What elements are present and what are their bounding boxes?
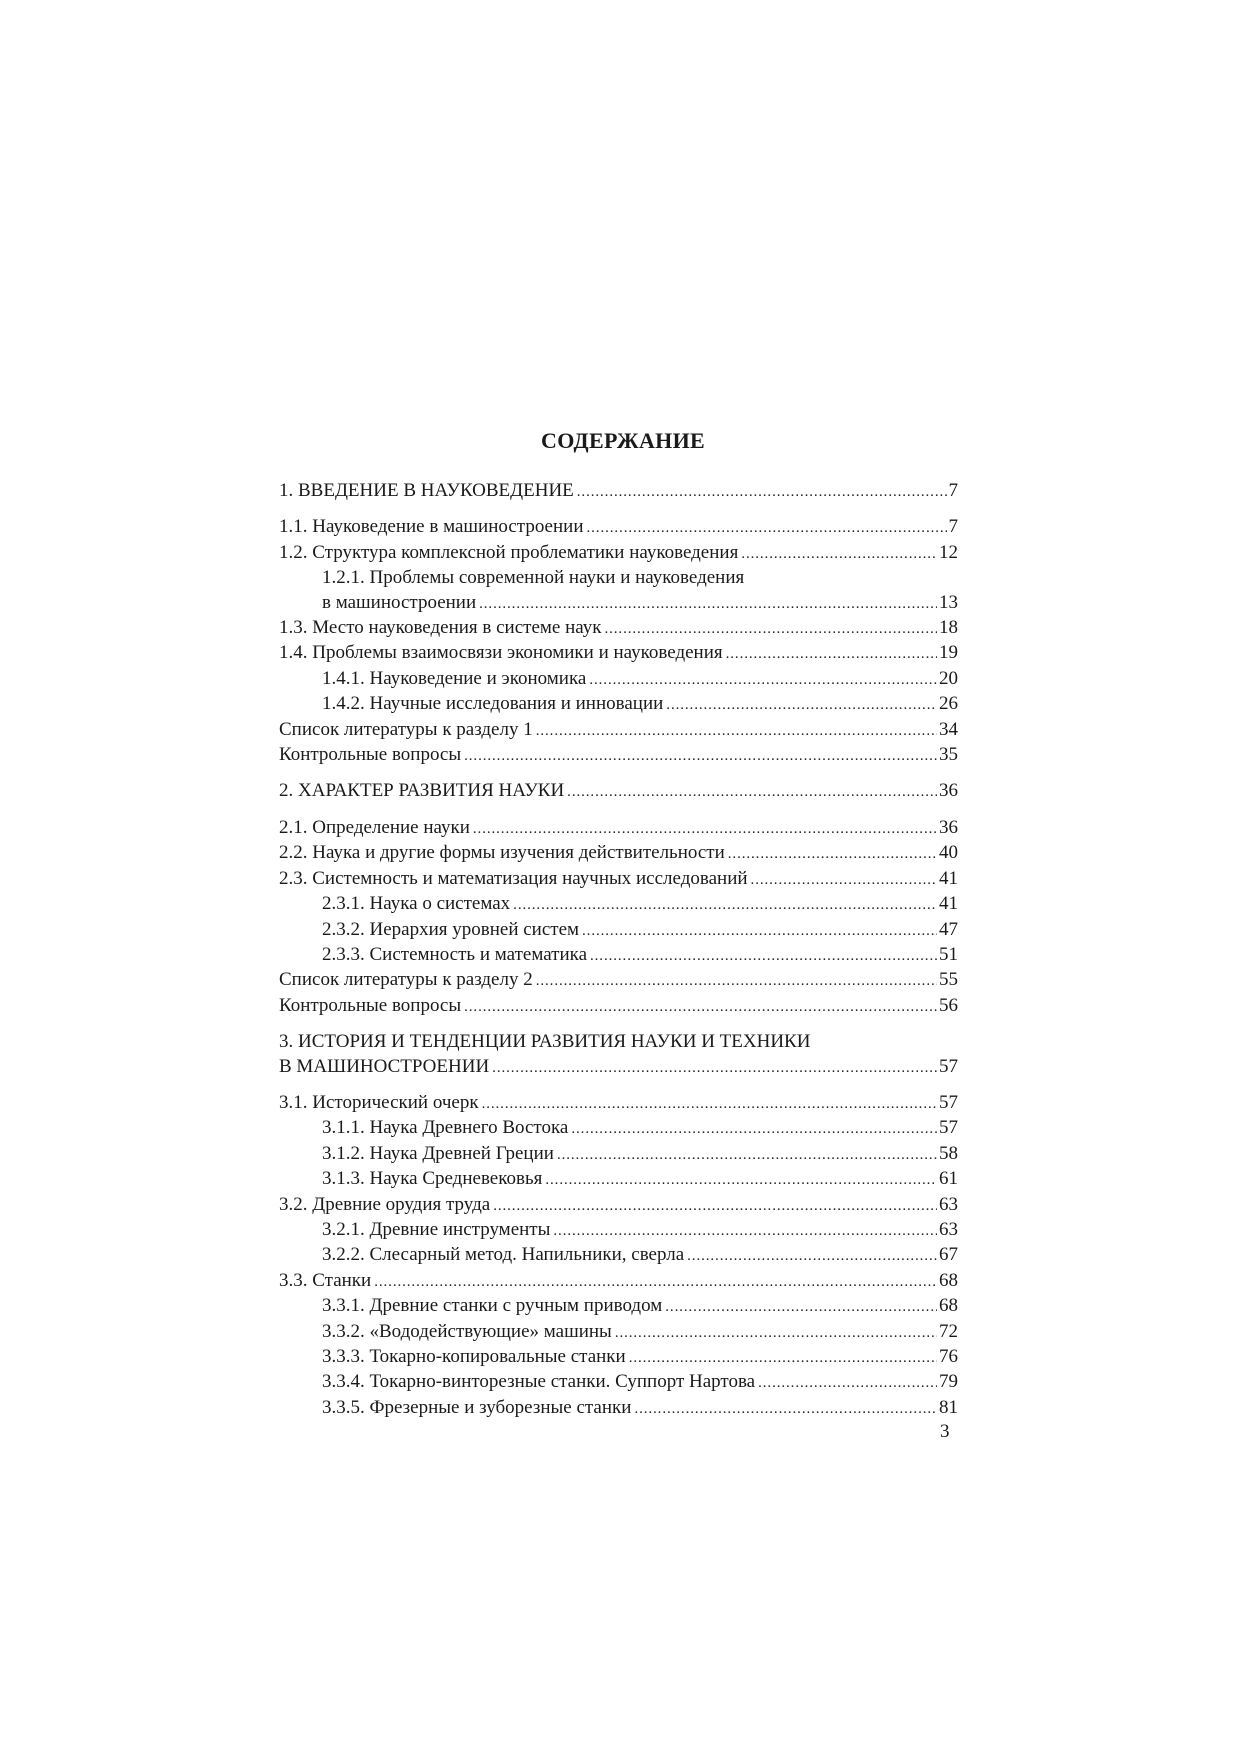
chapter-heading-entry[interactable] (279, 779, 958, 804)
toc-section-entry[interactable] (279, 1269, 958, 1294)
toc-entry-page: 41 (939, 867, 958, 889)
dot-leader (589, 668, 937, 692)
dot-leader (464, 995, 937, 1019)
toc-entry-title: 2. ХАРАКТЕР РАЗВИТИЯ НАУКИ (279, 780, 565, 802)
toc-entry-page: 20 (939, 667, 958, 689)
dot-leader (634, 1397, 937, 1421)
toc-entry-title: 1. ВВЕДЕНИЕ В НАУКОВЕДЕНИЕ (279, 480, 574, 501)
toc-subsection-entry[interactable] (279, 1370, 958, 1395)
toc-entry-first-line: 1.2.1. Проблемы современной науки и науковедения (322, 567, 745, 589)
dot-leader (728, 842, 937, 866)
dot-leader (582, 919, 937, 943)
toc-chapter (279, 479, 958, 768)
toc-subsection-entry[interactable] (279, 591, 958, 616)
toc-chapter (279, 779, 958, 1019)
toc-entry-title: 3.1. Исторический очерк (279, 1091, 479, 1113)
toc-entry-page: 56 (939, 994, 958, 1016)
toc-entry-title: 3.3.3. Токарно-копировальные станки (322, 1346, 626, 1367)
table-of-contents (279, 479, 958, 1421)
chapter-heading-entry[interactable] (279, 1055, 958, 1080)
toc-subsection-entry[interactable] (279, 892, 958, 917)
toc-section-entry[interactable] (279, 841, 958, 866)
toc-entry-title: 1.2. Структура комплексной проблематики науковедения (279, 541, 739, 563)
dot-leader (758, 1371, 937, 1395)
toc-entry-page: 12 (939, 541, 958, 563)
toc-entry-page: 76 (939, 1346, 958, 1367)
toc-section-entry[interactable] (279, 541, 958, 566)
dot-leader (629, 1346, 937, 1370)
toc-entry-title: 3.3.5. Фрезерные и зуборезные станки (322, 1396, 632, 1418)
dot-leader (741, 542, 937, 566)
toc-entry-page: 61 (939, 1168, 958, 1190)
toc-entry-title: 3.3.4. Токарно-винторезные станки. Суппорт Нартова (322, 1371, 756, 1393)
dot-leader (553, 1219, 937, 1243)
toc-entry-title: 2.3.3. Системность и математика (322, 943, 587, 965)
toc-section-entry[interactable] (279, 515, 958, 540)
toc-entry-page: 35 (939, 744, 958, 766)
toc-entry-title: 3.3. Станки (279, 1269, 372, 1291)
chapter-heading-line: 3. ИСТОРИЯ И ТЕНДЕНЦИИ РАЗВИТИЯ НАУКИ И ТЕХНИКИ (279, 1031, 811, 1053)
toc-entry-title: 1.1. Науковедение в машиностроении (279, 516, 584, 538)
toc-subsection-entry[interactable] (279, 1142, 958, 1167)
dot-leader (492, 1056, 937, 1080)
dot-leader (374, 1270, 937, 1294)
dot-leader (545, 1168, 937, 1192)
dot-leader (587, 516, 947, 540)
dot-leader (536, 719, 937, 743)
dot-leader (604, 617, 937, 641)
dot-leader (666, 693, 937, 717)
toc-entry-title: Контрольные вопросы (279, 744, 462, 766)
toc-entry-page: 57 (939, 1091, 958, 1113)
toc-section-entry[interactable] (279, 867, 958, 892)
toc-entry-title: Контрольные вопросы (279, 994, 462, 1016)
toc-entry-page: 79 (939, 1371, 958, 1393)
toc-entry-title: 1.3. Место науковедения в системе наук (279, 617, 602, 639)
toc-subsection-entry[interactable] (279, 1345, 958, 1370)
dot-leader (473, 817, 937, 841)
toc-section-entry[interactable] (279, 616, 958, 641)
toc-entry-title: 3.1.3. Наука Средневековья (322, 1168, 543, 1190)
toc-section-entry[interactable] (279, 1091, 958, 1116)
dot-leader (615, 1321, 937, 1345)
toc-entry-title: 3.3.1. Древние станки с ручным приводом (322, 1295, 663, 1317)
toc-subsection-entry[interactable] (279, 1218, 958, 1243)
toc-entry-title: 2.3.2. Иерархия уровней систем (322, 918, 580, 940)
toc-entry-title: 3.1.2. Наука Древней Греции (322, 1142, 554, 1164)
dot-leader (577, 480, 947, 504)
toc-entry-page: 47 (939, 918, 958, 940)
toc-entry-page: 41 (939, 893, 958, 915)
toc-subsection-entry[interactable] (279, 1243, 958, 1268)
toc-entry-page: 26 (939, 693, 958, 715)
toc-section-entry[interactable] (279, 994, 958, 1019)
dot-leader (590, 944, 937, 968)
toc-section-entry[interactable] (279, 1193, 958, 1218)
toc-entry-page: 7 (948, 480, 958, 501)
dot-leader (464, 744, 937, 768)
toc-entry-page: 7 (948, 516, 958, 538)
toc-entry-page: 51 (939, 943, 958, 965)
toc-entry-page: 19 (939, 642, 958, 664)
dot-leader (536, 969, 937, 993)
toc-entry-page: 34 (939, 718, 958, 740)
toc-entry-page: 40 (939, 842, 958, 864)
toc-subsection-entry[interactable] (279, 1167, 958, 1192)
toc-chapter-heading[interactable] (279, 1030, 958, 1080)
toc-entry-title: 3.2. Древние орудия труда (279, 1193, 491, 1215)
toc-entry-page: 67 (939, 1244, 958, 1266)
toc-entry-title: 1.4. Проблемы взаимосвязи экономики и науковедения (279, 642, 723, 664)
toc-section-entry[interactable] (279, 816, 958, 841)
toc-entry-page: 58 (939, 1142, 958, 1164)
toc-subsection-entry[interactable] (279, 1294, 958, 1319)
toc-subsection-entry[interactable] (279, 1320, 958, 1345)
toc-entry-page: 57 (939, 1055, 958, 1077)
toc-entry-page: 13 (939, 591, 958, 613)
chapter-heading-entry[interactable] (279, 479, 958, 504)
toc-entry-title: 2.2. Наука и другие формы изучения действительности (279, 842, 725, 864)
toc-chapter-heading[interactable] (279, 779, 958, 804)
dot-leader (751, 868, 937, 892)
toc-entry-title: 2.3.1. Наука о системах (322, 893, 511, 915)
page-title: СОДЕРЖАНИЕ (541, 428, 705, 453)
dot-leader (493, 1194, 937, 1218)
toc-chapter (279, 1030, 958, 1421)
toc-entry-title: 1.4.1. Науковедение и экономика (322, 667, 587, 689)
toc-entry-page: 63 (939, 1193, 958, 1215)
toc-chapter-heading[interactable] (279, 479, 958, 504)
toc-section-entry[interactable] (279, 641, 958, 666)
toc-subsection-entry[interactable] (279, 943, 958, 968)
toc-section-entry[interactable] (279, 743, 958, 768)
toc-entry-title: 3.2.2. Слесарный метод. Напильники, сверла (322, 1244, 685, 1266)
toc-entry-title: Список литературы к разделу 1 (279, 718, 533, 740)
toc-entry-title: В МАШИНОСТРОЕНИИ (279, 1055, 490, 1077)
toc-subsection-entry[interactable] (279, 692, 958, 717)
toc-entry-title: 3.1.1. Наука Древнего Востока (322, 1117, 569, 1139)
toc-entry-page: 57 (939, 1117, 958, 1139)
toc-entry-title: Список литературы к разделу 2 (279, 969, 533, 991)
toc-entry-page: 68 (939, 1269, 958, 1291)
toc-subsection-entry[interactable] (279, 667, 958, 692)
toc-entry-page: 55 (939, 969, 958, 991)
dot-leader (567, 780, 937, 804)
toc-entry-page: 36 (939, 780, 958, 802)
toc-entry-page: 72 (939, 1320, 958, 1342)
dot-leader (513, 893, 937, 917)
toc-entry-title: 2.3. Системность и математизация научных исследований (279, 867, 748, 889)
toc-section-entry[interactable] (279, 968, 958, 993)
dot-leader (557, 1143, 937, 1167)
toc-subsection-entry[interactable] (279, 918, 958, 943)
toc-entry-title: в машиностроении (322, 591, 477, 613)
toc-entry-title: 3.2.1. Древние инструменты (322, 1218, 551, 1240)
toc-subsection-entry[interactable] (279, 1116, 958, 1141)
dot-leader (687, 1244, 937, 1268)
toc-subsection-entry[interactable] (279, 1396, 958, 1421)
toc-entry-title: 2.1. Определение науки (279, 816, 470, 838)
toc-section-entry[interactable] (279, 718, 958, 743)
toc-entry-page: 18 (939, 617, 958, 639)
dot-leader (571, 1117, 937, 1141)
toc-entry-page: 36 (939, 816, 958, 838)
dot-leader (665, 1295, 937, 1319)
dot-leader (479, 592, 937, 616)
toc-entry-title: 1.4.2. Научные исследования и инновации (322, 693, 664, 715)
dot-leader (482, 1092, 937, 1116)
toc-entry-title: 3.3.2. «Вододействующие» машины (322, 1320, 612, 1342)
page-number: 3 (940, 1421, 950, 1442)
toc-entry-page: 81 (939, 1396, 958, 1418)
toc-entry-page: 68 (939, 1295, 958, 1317)
dot-leader (726, 642, 937, 666)
toc-entry-page: 63 (939, 1218, 958, 1240)
